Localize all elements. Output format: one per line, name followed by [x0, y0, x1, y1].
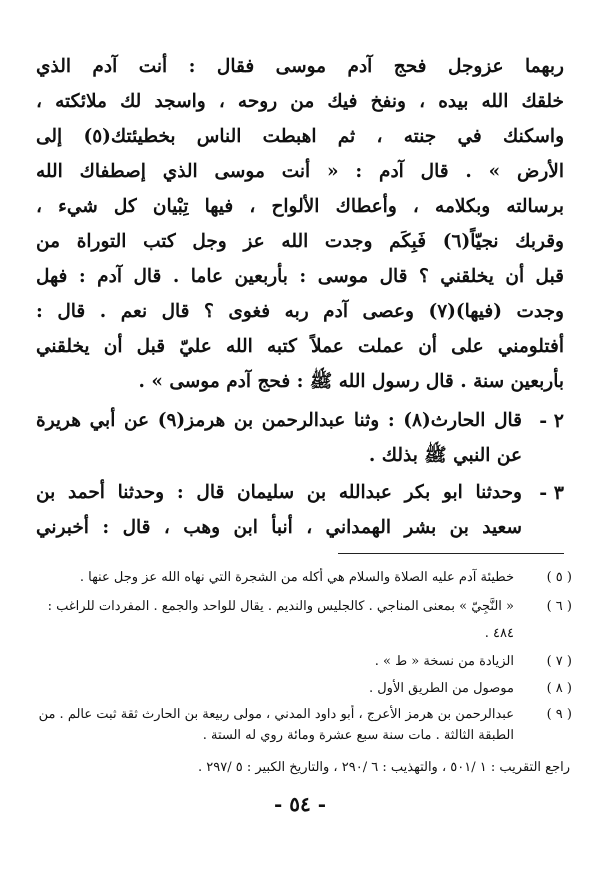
footnote-number: ( ٨ ) [546, 681, 572, 696]
footnote-text: موصول من الطريق الأول . [368, 681, 514, 696]
footnote-text: الزيادة من نسخة « ط » . [374, 654, 514, 669]
main-text-line: واسكنك في جنته ، ثم اهبطت الناس بخطيئتك(٥) إلى [36, 126, 564, 147]
main-text-line: الأرض » . قال آدم : « أنت موسى الذي إصطفاك الله [36, 161, 564, 182]
main-text-line: ربهما عزوجل فحج آدم موسى فقال : أنت آدم الذي [36, 56, 564, 77]
hadith-text-line: سعيد بن بشر الهمداني ، أنبأ ابن وهب ، قال : أخبرني [36, 517, 522, 538]
main-text-line: بأربعين سنة . قال رسول الله ﷺ : فحج آدم موسى » . [138, 371, 564, 392]
hadith-number: ٣ - [539, 482, 564, 504]
hadith-number: ٢ - [539, 410, 564, 432]
main-text-line: خلقك الله بيده ، ونفخ فيك من روحه ، واسجد لك ملائكته ، [36, 91, 564, 112]
footnote-number: ( ٥ ) [546, 570, 572, 585]
footnote-text: عبدالرحمن بن هرمز الأعرج ، أبو داود المدني ، مولى ربيعة بن الحارث ثقة ثبت عالم . من [38, 707, 514, 722]
hadith-text-line: قال الحارث(٨) : وثنا عبدالرحمن بن هرمز(٩) عن أبي هريرة [36, 410, 522, 431]
footnote-number: ( ٩ ) [546, 707, 572, 722]
footnote-separator [338, 553, 564, 554]
footnote-number: ( ٦ ) [546, 599, 572, 614]
main-text-line: وجدت (فيها)(٧) وعصى آدم ربه فغوى ؟ قال نعم . قال : [36, 301, 564, 322]
footnote-text: ٤٨٤ . [484, 626, 514, 641]
main-text-line: قبل أن يخلقني ؟ قال موسى : بأربعين عاما . قال آدم : فهل [36, 266, 564, 287]
footnote-number: ( ٧ ) [546, 654, 572, 669]
main-text-line: أفتلومني على أن عملت عملاً كتبه الله عليّ قبل أن يخلقني [36, 336, 564, 357]
main-text-line: وقربك نجيّاً(٦) فَبِكَم وجدت الله عز وجل كتب التوراة من [36, 231, 564, 252]
main-text-line: برسالته وبكلامه ، وأعطاك الألواح ، فيها تِبْيان كل شيء ، [36, 196, 564, 217]
reference-note: راجع التقريب : ١ /٥٠١ ، والتهذيب : ٦ /٢٩٠ ، والتاريخ الكبير : ٥ /٢٩٧ . [198, 760, 570, 775]
hadith-text-line: عن النبي ﷺ بذلك . [368, 445, 522, 466]
hadith-text-line: وحدثنا ابو بكر عبدالله بن سليمان قال : وحدثنا أحمد بن [36, 482, 522, 503]
footnote-text: خطيئة آدم عليه الصلاة والسلام هي أكله من الشجرة التي نهاه الله عز وجل عنها . [79, 570, 514, 585]
footnote-text: « النَّجِيّ » بمعنى المناجي . كالجليس والنديم . يقال للواحد والجمع . المفردات للراغب : [47, 599, 514, 614]
page-number: - ٥٤ - [273, 792, 326, 816]
footnote-text: الطبقة الثالثة . مات سنة سبع عشرة ومائة روي له الستة . [202, 728, 514, 743]
